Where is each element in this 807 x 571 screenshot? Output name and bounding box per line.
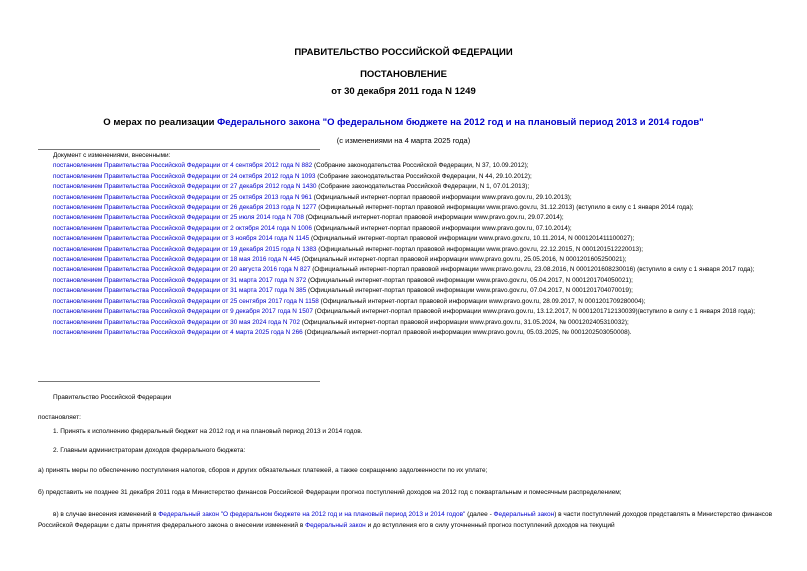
- change-link[interactable]: постановлением Правительства Российской Федерации от 26 декабря 2013 года N 1277: [53, 204, 317, 212]
- divider-top: [38, 149, 320, 150]
- paragraph-a-text: а) принять меры по обеспечению поступления налогов, сборов и других обязательных платежей, а также сокращению задолженности по их уплате;: [38, 467, 488, 474]
- change-source: (Официальный интернет-портал правовой информации www.pravo.gov.ru, 25.05.2016, N 0001201605250021);: [299, 256, 627, 264]
- change-link[interactable]: постановлением Правительства Российской Федерации от 9 декабря 2017 года N 1507: [53, 308, 313, 316]
- change-link[interactable]: постановлением Правительства Российской Федерации от 25 сентября 2017 года N 1158: [53, 297, 319, 305]
- change-link[interactable]: постановлением Правительства Российской Федерации от 4 сентября 2012 года N 882: [53, 162, 313, 170]
- change-link[interactable]: постановлением Правительства Российской Федерации от 20 августа 2016 года N 827: [53, 266, 311, 274]
- pv-part-3: ) в части поступлений доходов представлять в Министерство финансов Российской Федерации с даты принятия федерального закона о внесении изменений в: [38, 511, 773, 529]
- pv-part-1: в) в случае внесения изменений в: [53, 511, 159, 518]
- change-source: (Собрание законодательства Российской Федерации, N 37, 10.09.2012);: [312, 162, 529, 170]
- change-source: (Официальный интернет-портал правовой информации www.pravo.gov.ru, 22.12.2015, N 0001201512220013);: [316, 245, 644, 253]
- change-link[interactable]: постановлением Правительства Российской Федерации от 25 июля 2014 года N 708: [53, 214, 304, 222]
- change-source: (Официальный интернет-портал правовой информации www.pravo.gov.ru, 07.04.2017, N 0001201704070019);: [306, 287, 633, 295]
- pv-part-4: и до вступления его в силу уточненный прогноз поступлений доходов на текущий: [365, 521, 615, 529]
- government-heading: ПРАВИТЕЛЬСТВО РОССИЙСКОЙ ФЕДЕРАЦИИ: [294, 47, 513, 58]
- changes-list: [38, 151, 778, 338]
- change-item: [38, 224, 778, 234]
- title-law-link[interactable]: Федерального закона "О федеральном бюджете на 2012 год и на плановый период 2013 и 2014 годов": [217, 117, 704, 128]
- change-item: [38, 307, 778, 317]
- document-title: [0, 117, 807, 128]
- change-source: (Собрание законодательства Российской Федерации, N 44, 29.10.2012);: [315, 172, 532, 180]
- divider-bottom: [38, 381, 320, 382]
- change-item: [38, 265, 778, 275]
- change-source: (Официальный интернет-портал правовой информации www.pravo.gov.ru, 10.11.2014, N 0001201411100027);: [309, 235, 635, 243]
- paragraph-1-text: 1. Принять к исполнению федеральный бюджет на 2012 год и на плановый период 2013 и 2014 годов.: [53, 428, 363, 435]
- change-source: (Официальный интернет-портал правовой информации www.pravo.gov.ru, 07.10.2014);: [311, 224, 572, 232]
- change-source: (Официальный интернет-портал правовой информации www.pravo.gov.ru, 05.03.2025, № 0001202503050008).: [302, 328, 632, 336]
- law-short-link[interactable]: Федеральный закон: [493, 511, 555, 518]
- change-source: (Собрание законодательства Российской Федерации, N 1, 07.01.2013);: [316, 183, 530, 191]
- body-government: [38, 393, 778, 404]
- document-type-heading: ПОСТАНОВЛЕНИЕ: [360, 69, 447, 80]
- change-item: [38, 182, 778, 192]
- changes-intro: Документ с изменениями, внесенными:: [53, 152, 171, 159]
- changes-note: (с изменениями на 4 марта 2025 года): [336, 136, 471, 145]
- change-link[interactable]: постановлением Правительства Российской Федерации от 31 марта 2017 года N 385: [53, 287, 307, 295]
- change-source: (Официальный интернет-портал правовой информации www.pravo.gov.ru, 13.12.2017, N 0001201712130039)(вступило в силу с 1 января 2018 года);: [312, 308, 755, 316]
- change-link[interactable]: постановлением Правительства Российской Федерации от 3 ноября 2014 года N 1145: [53, 235, 310, 243]
- law-link[interactable]: Федеральный закон "О федеральном бюджете на 2012 год и на плановый период 2013 и 2014 годов": [158, 511, 466, 518]
- change-item: [38, 255, 778, 265]
- body-resolves-text: постановляет:: [38, 414, 81, 421]
- title-prefix: О мерах по реализации: [103, 117, 218, 128]
- paragraph-b-text: б) представить не позднее 31 декабря 2011 года в Министерство финансов Российской Федерации прогноз поступлений доходов на 2012 год с поквартальным и помесячным распределением;: [38, 489, 622, 496]
- document-date-number: от 30 декабря 2011 года N 1249: [331, 86, 476, 97]
- body-government-text: Правительство Российской Федерации: [53, 394, 172, 401]
- change-item: [38, 286, 778, 296]
- change-source: (Официальный интернет-портал правовой информации www.pravo.gov.ru, 31.12.2013) (вступило в силу с 1 января 2014 года);: [316, 204, 694, 212]
- change-link[interactable]: постановлением Правительства Российской Федерации от 24 октября 2012 года N 1093: [53, 172, 316, 180]
- change-item: [38, 245, 778, 255]
- paragraph-v: [38, 510, 778, 531]
- change-source: (Официальный интернет-портал правовой информации www.pravo.gov.ru, 05.04.2017, N 0001201704050021);: [306, 276, 633, 284]
- change-source: (Официальный интернет-портал правовой информации www.pravo.gov.ru, 29.07.2014);: [303, 214, 564, 222]
- change-source: (Официальный интернет-портал правовой информации www.pravo.gov.ru, 23.08.2016, N 0001201608230016) (вступило в силу с 1 января 2017 года);: [310, 266, 755, 274]
- change-item: [38, 213, 778, 223]
- change-item: [38, 234, 778, 244]
- change-item: [38, 203, 778, 213]
- change-item: [38, 161, 778, 171]
- change-item: [38, 193, 778, 203]
- change-item: [38, 318, 778, 328]
- body-resolves: [38, 413, 778, 424]
- change-link[interactable]: постановлением Правительства Российской Федерации от 31 марта 2017 года N 372: [53, 276, 307, 284]
- change-link[interactable]: постановлением Правительства Российской Федерации от 30 мая 2024 года N 702: [53, 318, 300, 326]
- paragraph-v-text: [38, 510, 778, 531]
- change-link[interactable]: постановлением Правительства Российской Федерации от 4 марта 2025 года N 266: [53, 328, 303, 336]
- change-link[interactable]: постановлением Правительства Российской Федерации от 27 декабря 2012 года N 1430: [53, 183, 317, 191]
- paragraph-2: [38, 446, 778, 457]
- change-source: (Официальный интернет-портал правовой информации www.pravo.gov.ru, 28.09.2017, N 0001201709280004);: [318, 297, 646, 305]
- paragraph-1: [38, 427, 778, 438]
- change-source: (Официальный интернет-портал правовой информации www.pravo.gov.ru, 29.10.2013);: [311, 193, 572, 201]
- change-item: [38, 297, 778, 307]
- paragraph-2-text: 2. Главным администраторам доходов федерального бюджета:: [53, 447, 246, 454]
- change-link[interactable]: постановлением Правительства Российской Федерации от 18 мая 2016 года N 445: [53, 256, 300, 264]
- change-source: (Официальный интернет-портал правовой информации www.pravo.gov.ru, 31.05.2024, № 0001202405310032);: [299, 318, 629, 326]
- change-link[interactable]: постановлением Правительства Российской Федерации от 19 декабря 2015 года N 1383: [53, 245, 317, 253]
- change-link[interactable]: постановлением Правительства Российской Федерации от 25 октября 2013 года N 961: [53, 193, 312, 201]
- change-item: [38, 328, 778, 338]
- paragraph-b: [38, 488, 778, 499]
- paragraph-a: [38, 466, 778, 477]
- law-short-link-2[interactable]: Федеральный закон: [305, 521, 366, 529]
- change-item: [38, 276, 778, 286]
- change-link[interactable]: постановлением Правительства Российской Федерации от 2 октября 2014 года N 1006: [53, 224, 312, 232]
- change-item: [38, 172, 778, 182]
- pv-part-2: (далее -: [465, 511, 494, 518]
